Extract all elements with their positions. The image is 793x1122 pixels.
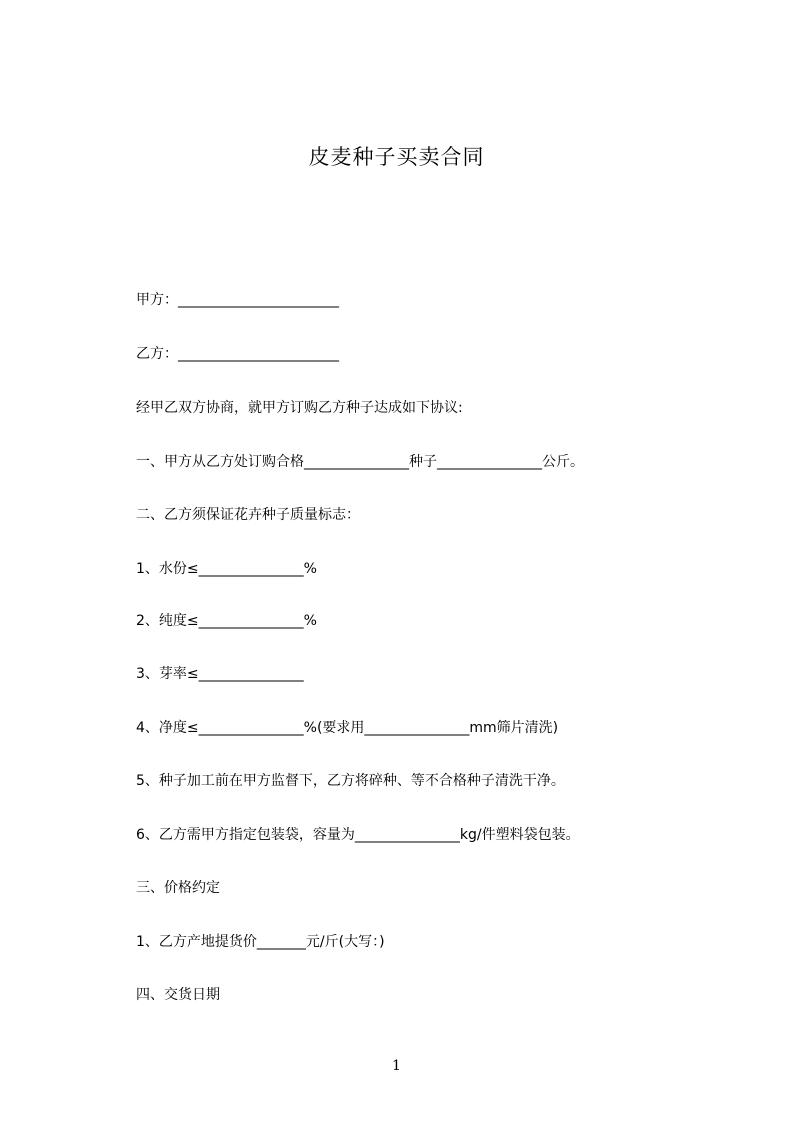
clause-4-delivery-heading: 四、交货日期 xyxy=(136,987,220,1003)
quality-purity: 2、纯度≤_______________% xyxy=(136,613,317,629)
clause-2-quality-heading: 二、乙方须保证花卉种子质量标志： xyxy=(136,507,360,523)
clause-3-price-heading: 三、价格约定 xyxy=(136,880,220,896)
party-b-line: 乙方：_______________________ xyxy=(136,346,339,362)
price-pickup: 1、乙方产地提货价_______元/斤(大写：) xyxy=(136,934,385,950)
quality-moisture: 1、水份≤_______________% xyxy=(136,561,317,577)
page-number: 1 xyxy=(392,1058,401,1074)
agreement-intro: 经甲乙双方协商，就甲方订购乙方种子达成如下协议: xyxy=(136,400,463,416)
quality-cleaning: 5、种子加工前在甲方监督下，乙方将碎种、等不合格种子清洗干净。 xyxy=(136,773,565,789)
quality-germination: 3、芽率≤_______________ xyxy=(136,666,304,682)
quality-cleanliness: 4、净度≤_______________%(要求用_______________mm筛片清洗) xyxy=(136,720,559,736)
clause-1-order: 一、甲方从乙方处订购合格_______________种子_______________公斤。 xyxy=(136,454,584,470)
quality-packaging: 6、乙方需甲方指定包装袋，容量为_______________kg/件塑料袋包装。 xyxy=(136,827,580,843)
party-a-line: 甲方：_______________________ xyxy=(136,292,339,308)
document-title: 皮麦种子买卖合同 xyxy=(308,145,485,169)
